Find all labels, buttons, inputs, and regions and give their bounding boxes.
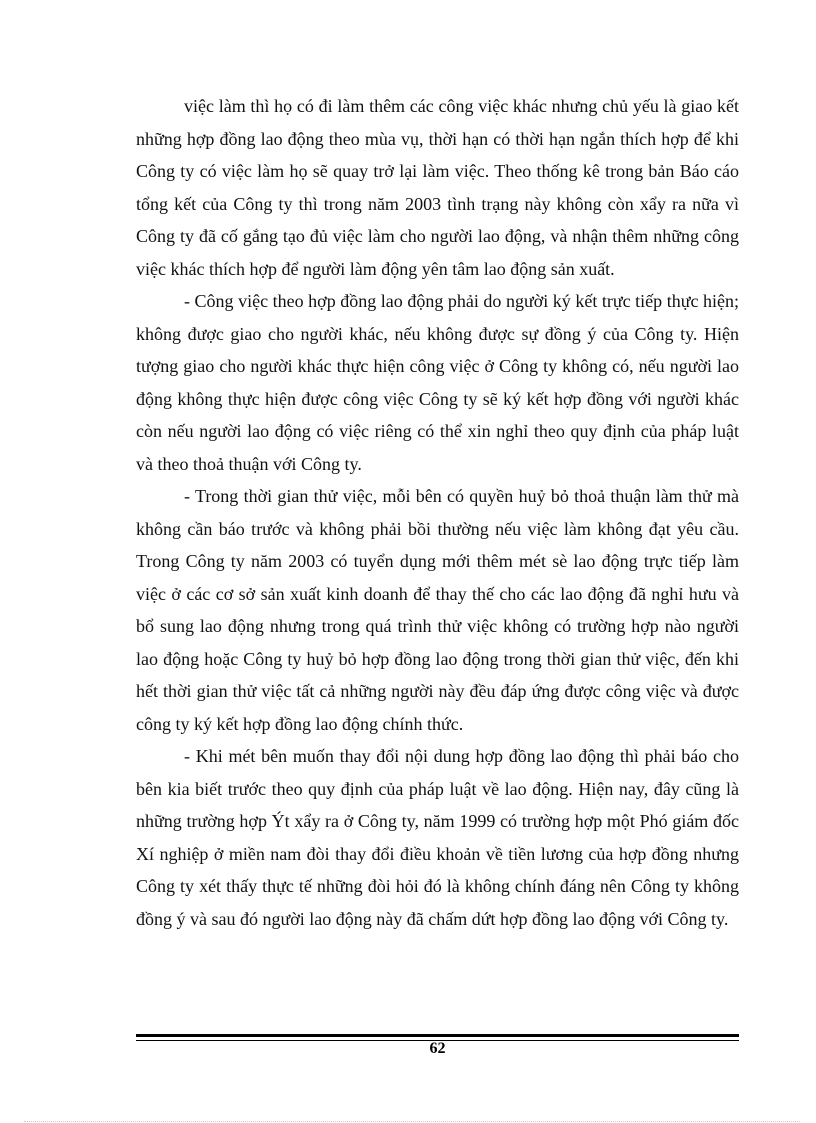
paragraph-contract-change: - Khi mét bên muốn thay đổi nội dung hợp đồng lao động thì phải báo cho bên kia biết trước theo quy định của pháp luật về lao động. Hiện nay, đây cũng là những trường hợp Ýt xẩy ra ở Công ty, năm 1999 có trường hợp một Phó giám đốc Xí nghiệp ở miền nam đòi thay đổi điều khoản về tiền lương của hợp đồng nhưng Công ty xét thấy thực tế những đòi hỏi đó là không chính đáng nên Công ty không đồng ý và sau đó người lao động này đã chấm dứt hợp đồng lao động với Công ty. xyxy=(136,746,739,929)
paragraph-continuation: việc làm thì họ có đi làm thêm các công việc khác nhưng chủ yếu là giao kết những hợp đồng lao động theo mùa vụ, thời hạn có thời hạn ngắn thích hợp để khi Công ty có việc làm họ sẽ quay trở lại làm việc. Theo thống kê trong bản Báo cáo tổng kết của Công ty thì trong năm 2003 tình trạng này không còn xẩy ra nữa vì Công ty đã cố gắng tạo đủ việc làm cho người lao động, và nhận thêm những công việc khác thích hợp để người làm động yên tâm lao động sản xuất. xyxy=(136,96,739,279)
paragraph-direct-performance: - Công việc theo hợp đồng lao động phải do người ký kết trực tiếp thực hiện; không được giao cho người khác, nếu không được sự đồng ý của Công ty. Hiện tượng giao cho người khác thực hiện công việc ở Công ty không có, nếu người lao động không thực hiện được công việc Công ty sẽ ký kết hợp đồng với người khác còn nếu người lao động có việc riêng có thể xin nghỉ theo quy định của pháp luật và theo thoả thuận với Công ty. xyxy=(136,291,739,474)
page-number: 62 xyxy=(429,1040,446,1057)
body-text xyxy=(136,90,739,935)
page-edge-divider xyxy=(24,1121,800,1122)
paragraph-probation: - Trong thời gian thử việc, mỗi bên có quyền huỷ bỏ thoả thuận làm thử mà không cần báo trước và không phải bồi thường nếu việc làm không đạt yêu cầu. Trong Công ty năm 2003 có tuyển dụng mới thêm mét sè lao động trực tiếp làm việc ở các cơ sở sản xuất kinh doanh để thay thế cho các lao động đã nghỉ hưu và bổ sung lao động nhưng trong quá trình thử việc không có trường hợp nào người lao động hoặc Công ty huỷ bỏ hợp đồng lao động trong thời gian thử việc, đến khi hết thời gian thử việc tất cả những người này đều đáp ứng được công việc và được công ty ký kết hợp đồng lao động chính thức. xyxy=(136,486,739,734)
